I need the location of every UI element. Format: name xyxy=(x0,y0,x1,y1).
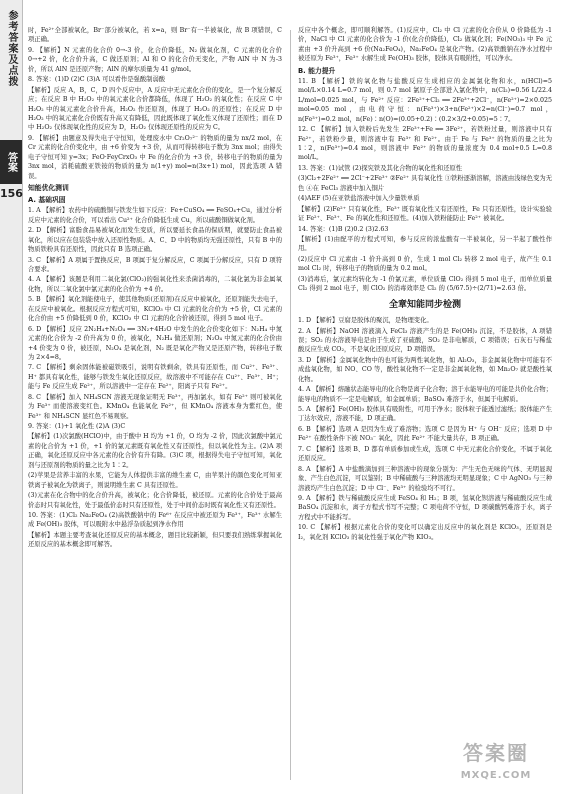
left-para: 5. B 【解析】氧化剂能使电子，使其他物质(还原剂)在反应中被氧化，还原剂能失去电子，在反应中被氧化。根据反应方程式可知，KClO₃ 中 Cl 元素的化合价为 +5 价，Cl 元素的化合价由 +5 价降低到 0 价，KClO₃ 中 Cl 元素的化合价被还原，得到 5 mol 电子。 xyxy=(28,296,282,323)
left-para: 7. C 【解析】剩余固体能被磁铁吸引，说明有铁剩余，铁具有还原性，而 Cu²⁺、Fe³⁺、H⁺ 都具有氧化性，能够与铁发生氧化还原反应，故溶液中不可能存在 Cu²⁺、Fe³⁺、H⁺；能与 Fe 反应生成 Fe²⁺，所以溶液中一定存在 Fe²⁺，阳离子只有 Fe²⁺。 xyxy=(28,364,282,391)
right-para: (2)反应中 Cl 元素由 -1 价升高到 0 价，生成 1 mol Cl₂ 转移 2 mol 电子，故产生 0.1 mol Cl₂ 时，转移电子的物质的量为 0.2 mol。 xyxy=(298,255,552,273)
section-heading: 知能优化测训 xyxy=(28,184,69,192)
right-para: 7. C 【解析】选项 B、D 都有单质参加或生成，选项 C 中无元素化合价变化，不属于氧化还原反应。 xyxy=(298,445,552,463)
right-column xyxy=(298,26,552,786)
left-para: 10. 答案：(1)Cl₂ Na₂FeO₄ (2)高铁酸钠中的 Fe⁶⁺ 在反应中被还原为 Fe³⁺，Fe³⁺ 水解生成 Fe(OH)₃ 胶体，可以吸附水中悬浮杂质起到净水作用 xyxy=(28,511,282,529)
right-para: 1. D 【解析】豆腐是胶体的聚沉，是物理变化。 xyxy=(298,317,433,325)
left-para: 1. A 【解析】农药中的硫酸铜与铁发生如下反应：Fe+CuSO₄ ══ FeSO₄+Cu，通过分析反应中元素的化合价，可以看出 Cu²⁺ 化合价降低生成 Cu，所以硫酸铜做氧化剂。 xyxy=(28,207,282,224)
right-para: 13. 答案：(1)试管 (2)探究铁及其化合物的氧化性和还原性 xyxy=(298,164,463,172)
right-para: (4)AEF (5)在亚铁盐溶液中加入少量铁单质 xyxy=(298,195,420,203)
right-para: 10. C 【解析】根据元素化合价的变化可以确定出反应中的氧化剂是 KClO₃，还原剂是 I₂，氧化剂 KClO₃ 的氧化性强于氧化产物 KIO₃。 xyxy=(298,524,552,541)
left-para: (2)苹果是营养丰富的水果，它能为人体提供丰富的维生素 C，由苹果汁的颜色变化可知亚铁离子被氧化为铁离子，则说明维生素 C 具有还原性。 xyxy=(28,472,282,489)
left-para: 6. D 【解析】反应 2N₂H₄+N₂O₄ ══ 3N₂+4H₂O 中发生的化合价变化如下：N₂H₄ 中氮元素的化合价为 -2 价升高为 0 价，被氧化，N₂H₄ 做还原剂；N₂O₄ 中氮元素的化合价由 +4 价变为 0 价，被还原，N₂O₄ 是氧化剂，N₂ 既是氧化产物又是还原产物，转移电子数为 2×4=8。 xyxy=(28,325,282,361)
right-para: 11. B 【解析】铁的氧化物与盐酸反应生成相应的金属氯化物和水，n(HCl)=5 mol/L×0.14 L=0.7 mol，则 0.7 mol 氯原子全部进入氯化物中，n(Cl₂)=0.56 L/22.4 L/mol=0.025 mol，与 Fe²⁺ 反应：2Fe²⁺+Cl₂ ══ 2Fe³⁺+2Cl⁻，n(Fe²⁺)=2×0.025 mol=0.05 mol，由电荷守恒：n(Fe³⁺)×3+n(Fe²⁺)×2=n(Cl⁻)=0.7 mol，n(Fe³⁺)=0.2 mol，n(Fe)∶n(O)=(0.05+0.2)∶(0.2×3/2+0.05)=5∶7。 xyxy=(298,77,552,123)
right-para: 3. D 【解析】金属氧化物中的也可能为两性氧化物，如 Al₂O₃，非金属氧化物中可能有不成盐氧化物，如 NO、CO 等，酸性氧化物不一定是非金属氧化物，如 Mn₂O₇ 就是酸性氧化物。 xyxy=(298,356,552,383)
right-para: 14. 答案：(1)B (2)0.2 (3)2.63 xyxy=(298,225,389,233)
right-para: 12. C 【解析】加入铁粉后先发生 2Fe³⁺+Fe ══ 3Fe²⁺，若铁粉过量，则溶液中只有 Fe²⁺，若铁粉少量，则溶液中有 Fe³⁺ 和 Fe²⁺。由于 Fe 与 Fe³⁺ 的物质的量之比为 1∶2，n(Fe³⁺)=0.4 mol，则溶液中 Fe²⁺ 的物质的量浓度为 0.4 mol+0.5 L=0.8 mol/L。 xyxy=(298,126,552,162)
left-para: 4. A 【解析】该题是利用二氧化氯(ClO₂)的强氧化性来杀菌消毒的，二氧化氯为非金属氧化物，所以二氧化氯中氯元素的化合价为 +4 价。 xyxy=(28,276,282,293)
right-para: 【解析】(1)由配平的方程式可知，参与反应的浓盐酸有一半被氧化，另一半起了酸性作用。 xyxy=(298,235,552,253)
left-para: 时，Fe²⁺全部被氧化，Br⁻部分被氧化，若 x=a，则 Br⁻有一半被氧化，故 B 项错误，C 项正确。 xyxy=(28,27,282,44)
subsection-heading: A. 基础巩固 xyxy=(28,196,66,205)
right-para: (3)Cl₂+2Fe²⁺ ══ 2Cl⁻+2Fe³⁺ ②Fe²⁺ 具有氧化性 ③铁粉逐渐溶解，溶液由浅绿色变为无色 ④在 FeCl₃ 溶液中加入铜片 xyxy=(298,175,552,192)
right-para: 8. A 【解析】A 中盐酸滴加到三种溶液中的现象分别为：产生无色无味的气体、无明显现象、产生白色沉淀，可以鉴别；B 中稀硫酸与三种溶液均无明显现象；C 中 AgNO₃ 与三种溶液均产生白色沉淀；D 中 Cl⁻、Fe³⁺ 的检验均不可行。 xyxy=(298,465,552,492)
left-para: 9. 答案：(1)+1 氧化性 (2)A (3)C xyxy=(28,423,126,430)
right-para: 2. A 【解析】NaOH 溶液滴入 FeCl₃ 溶液产生的是 Fe(OH)₃ 沉淀，不是胶体，A 项错误；SO₂ 的水溶液导电是由于生成了亚硫酸，SO₂ 是非电解质，C 项错误；石灰石与稀盐酸反应生成 CO₂，不是氧化还原反应，D 项错误。 xyxy=(298,327,552,354)
right-para: 6. B 【解析】选项 A 是因为生成了难溶物；选项 C 是因为 H⁺ 与 OH⁻ 反应；选项 D 中 Fe²⁺ 在酸性条件下被 NO₃⁻ 氧化，因此 Fe²⁺ 不能大量共存，B 项正确。 xyxy=(298,425,552,443)
subsection-heading: B. 能力提升 xyxy=(298,66,336,75)
left-para: 【解析】反应 A，B，C，D 四个反应中，A 反应中无元素化合价的变化，是一个复分解反应；在反应 B 中 H₂O₂ 中的氧元素化合价都降低，体现了 H₂O₂ 的氧化性；在反应 C 中 H₂O₂ 中的氧元素化合价升高，H₂O₂ 作还原剂，体现了 H₂O₂ 的还原性；在反应 D 中 H₂O₂ 中的氧元素化合价既有升高又有降低，因此既体现了氧化性又体现了还原性；而在 D 中 H₂O₂ 仅体现氧化性的反应为 D，H₂O₂ 仅体现还原性的反应为 C。 xyxy=(28,86,282,132)
watermark-line1: 答案圈 xyxy=(463,740,529,765)
left-para: 3. C 【解析】A 项属于置换反应，B 项属于复分解反应，C 项属于分解反应，只有 D 项符合要求。 xyxy=(28,256,282,273)
left-para: 8. 答案：(1)D (2)C (3)A 可以看作是强酸制弱酸 xyxy=(28,76,166,84)
right-para: 【解析】(2)Fe²⁺ 只有氧化性，Fe³⁺ 既有氧化性又有还原性，Fe 只有还原性，设计实验验证 Fe²⁺、Fe³⁺、Fe 的氧化性和还原性。(4)加入铁粉能防止 Fe²⁺ 被氧化。 xyxy=(298,205,552,223)
left-para: 9. 【解析】由题意及得失电子守恒知，处理废水中 Cr₂O₇²⁻ 的物质的量为 nx/2 mol，在 Cr 元素的化合价变化中，由 +6 价变为 +3 价，从而可得转移电子数为 3nx mol；由得失电子守恒可知 y=3x；FeO·FeyCrxO₃ 中 Fe 的化合价为 +3 价，转移电子的物质的量为 3nx mol，消耗硫酸亚铁铵的物质的量为 n(1+y) mol=n(3x+1) mol，因此选项 A 错误。 xyxy=(28,134,282,180)
chapter-test-title: 全章知能同步检测 xyxy=(388,299,461,310)
watermark-line2: MXQE.COM xyxy=(460,769,532,781)
site-watermark xyxy=(437,740,555,780)
right-para: 5. A 【解析】Fe(OH)₃ 胶体具有吸附性，可用于净水；胶体粒子能透过滤纸；胶体能产生丁达尔效应，溶液不能，D 项正确。 xyxy=(298,406,552,423)
right-para: 9. A 【解析】铁与稀硫酸反应生成 FeSO₄ 和 H₂；B 项，氢氧化钡溶液与稀硫酸反应生成 BaSO₄ 沉淀和水，离子方程式书写不完整；C 项电荷不守恒，D 项碳酸钙难溶于水，离子方程式中不能拆写。 xyxy=(298,494,552,521)
left-para: 2. D 【解析】富脂食品易被氧化而发生变质，所以要延长食品的保质期，就要防止食品被氧化，所以应在包装袋中放入还原性物质。A、C、D 中的物质均无强还原性，只有 B 中的物质铁粉具有还原性，因此只有 B 选项正确。 xyxy=(28,227,282,254)
sidebar-tab-label: 答案 xyxy=(0,140,22,184)
left-para: 【解析】(1)次氯酸(HClO)中，由于酸中 H 均为 +1 价，O 均为 -2 价，因此次氯酸中氯元素的化合价为 +1 价，+1 价的氯元素既有氧化性又有还原性，但以氧化性为主。(2)A 项正确，氧化还原反应中各元素的化合价有升有降。(3)C 项，根据得失电子守恒可知，氧化剂与还原剂的物质的量之比为 1∶2。 xyxy=(28,433,282,469)
left-para: 【解析】本题主要考查氧化还原反应的基本概念，题目比较新颖，但只要我们熟练掌握氧化还原反应的基本概念即可解答。 xyxy=(28,531,282,549)
left-para: 8. C 【解析】加入 NH₄SCN 溶液无现象证明无 Fe³⁺，再加氯水，如有 Fe²⁺ 则可被氧化为 Fe³⁺ 而使溶液变红色。KMnO₄ 也能氧化 Fe²⁺，但 KMnO₄ 溶液本身为紫红色，使 Fe³⁺ 和 NH₄SCN 显红色不易观察。 xyxy=(28,393,282,420)
right-para: 反应中各个概念，即可顺利解答。(1)反应中，Cl₂ 中 Cl 元素的化合价从 0 价降低为 -1 价，NaCl 中 Cl 元素的化合价为 -1 价(化合价降低)，Cl₂ 做氧化剂；Fe(NO₃)₃ 中 Fe 元素由 +3 价升高到 +6 价(Na₂FeO₄)，Na₂FeO₄ 是氧化产物。(2)高铁酸钠在净水过程中被还原为 Fe³⁺，Fe³⁺ 水解生成 Fe(OH)₃ 胶体，胶体具有吸附性，可以净水。 xyxy=(298,27,552,63)
right-para: (3)消毒后，氯元素均转化为 -1 价氯元素，单位质量 ClO₂ 得到 5 mol 电子，而单位质量 Cl₂ 得到 2 mol 电子，则 ClO₂ 的消毒效率是 Cl₂ 的 (5/67.5)÷(2/71)=2.63 倍。 xyxy=(298,275,552,293)
left-column xyxy=(28,26,282,786)
left-para: 9. 【解析】N 元素的化合价 0→-3 价，化合价降低，N₂ 做氧化剂，C 元素的化合价 0→+2 价，化合价升高，C 做还原剂；Al 和 O 的化合价无变化，产物 AlN 中 N 为-3 价，所以 AlN 是还原产物；AlN 的摩尔质量为 41 g/mol。 xyxy=(28,46,282,73)
sidebar xyxy=(0,0,23,794)
column-divider xyxy=(290,30,291,780)
sidebar-vertical-title: 参考答案及点拨 xyxy=(6,10,17,87)
page-number: 156 xyxy=(0,187,23,200)
left-para: (3)元素在化合物中的化合价升高，被氧化；化合价降低，被还原。元素的化合价处于最高价态时只有氧化性，处于最低价态时只有还原性，处于中间价态时既有氧化性又有还原性。 xyxy=(28,492,282,509)
right-para: 4. A 【解析】熔融状态能导电的化合物是离子化合物；溶于水能导电的可能是共价化合物；能导电的物质不一定是电解质，如金属单质；BaSO₄ 难溶于水，但属于电解质。 xyxy=(298,386,552,403)
